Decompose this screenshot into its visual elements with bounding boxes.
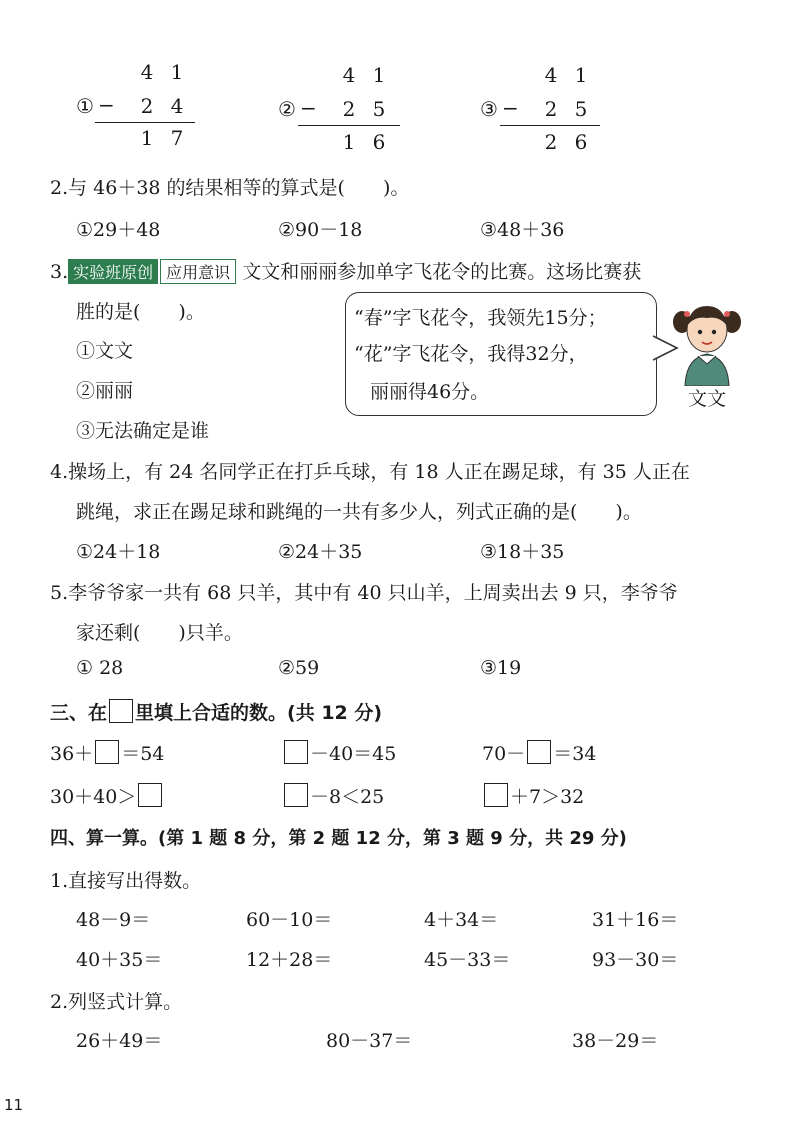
fill-item-post: －40＝45 <box>310 743 397 765</box>
tag-application: 应用意识 <box>160 259 236 284</box>
tag-original: 实验班原创 <box>68 259 158 284</box>
question-3-text-line2: 胜的是( )。 <box>76 301 205 323</box>
vertical-calc-item: 38－29＝ <box>572 1030 659 1052</box>
calc-item: 45－33＝ <box>424 949 511 971</box>
digit: 5 <box>372 97 386 121</box>
fill-item-post: ＝54 <box>121 743 165 765</box>
digit: 4 <box>140 60 154 84</box>
speech-bubble <box>345 292 657 416</box>
section-3-title <box>50 698 382 725</box>
rule-line <box>95 122 195 123</box>
section-3-title-post: 里填上合适的数。(共 12 分) <box>135 702 383 724</box>
bubble-line-3: 丽丽得46分。 <box>370 381 490 403</box>
calc-item: 40＋35＝ <box>76 949 163 971</box>
fill-item-2 <box>282 739 396 766</box>
q3-option-1[interactable]: ①文文 <box>76 340 134 362</box>
question-2-text: 2.与 46＋38 的结果相等的算式是( )。 <box>50 177 410 199</box>
q5-option-1[interactable]: ① 28 <box>76 657 124 679</box>
q2-option-2[interactable]: ②90－18 <box>278 219 363 241</box>
q2-option-1[interactable]: ①29＋48 <box>76 219 161 241</box>
calc-item: 48－9＝ <box>76 909 151 931</box>
q4-option-2[interactable]: ②24＋35 <box>278 541 363 563</box>
fill-item-pre: 36＋ <box>50 743 94 765</box>
calc-item: 31＋16＝ <box>592 909 679 931</box>
rule-line <box>298 125 400 126</box>
fill-item-post: ＋7＞32 <box>510 786 585 808</box>
answer-box[interactable] <box>284 783 308 807</box>
fill-item-4 <box>50 782 164 809</box>
q3-option-2[interactable]: ②丽丽 <box>76 380 134 402</box>
question-4-line1: 4.操场上，有 24 名同学正在打乒乓球，有 18 人正在踢足球，有 35 人正在 <box>50 461 690 483</box>
fill-item-6 <box>482 782 584 809</box>
blank-box <box>109 699 133 723</box>
option-label: ① <box>76 94 94 118</box>
bubble-line-1: “春”字飞花令，我领先15分； <box>354 307 607 329</box>
fill-item-post: －8＜25 <box>310 786 385 808</box>
answer-box[interactable] <box>484 783 508 807</box>
digit: 4 <box>170 94 184 118</box>
digit: 2 <box>140 94 154 118</box>
calc-item: 93－30＝ <box>592 949 679 971</box>
digit: 4 <box>544 63 558 87</box>
q4-option-1[interactable]: ①24＋18 <box>76 541 161 563</box>
section-3-title-pre: 三、在 <box>50 702 108 724</box>
digit: 6 <box>574 130 588 154</box>
minus-sign: − <box>300 96 317 120</box>
fill-item-1 <box>50 739 164 766</box>
vertical-calc-item: 80－37＝ <box>326 1030 413 1052</box>
section-4-sub2: 2.列竖式计算。 <box>50 991 183 1013</box>
speaker-label: 文文 <box>688 388 727 410</box>
calc-item: 60－10＝ <box>246 909 333 931</box>
q5-option-2[interactable]: ②59 <box>278 657 320 679</box>
minus-sign: − <box>98 93 115 117</box>
option-label: ② <box>278 97 296 121</box>
digit: 4 <box>342 63 356 87</box>
digit: 7 <box>170 126 184 150</box>
question-5-line2: 家还剩( )只羊。 <box>76 622 243 644</box>
fill-item-5 <box>282 782 384 809</box>
option-label: ③ <box>480 97 498 121</box>
digit: 2 <box>544 130 558 154</box>
q2-option-3[interactable]: ③48＋36 <box>480 219 565 241</box>
page-number: 11 <box>4 1096 24 1114</box>
answer-box[interactable] <box>284 740 308 764</box>
vertical-calc-item: 26＋49＝ <box>76 1030 163 1052</box>
digit: 1 <box>342 130 356 154</box>
calc-item: 12＋28＝ <box>246 949 333 971</box>
bubble-line-2: “花”字飞花令，我得32分， <box>354 343 588 365</box>
digit: 1 <box>170 60 184 84</box>
digit: 2 <box>342 97 356 121</box>
minus-sign: − <box>502 96 519 120</box>
rule-line <box>500 125 600 126</box>
section-4-title: 四、算一算。(第 1 题 8 分，第 2 题 12 分，第 3 题 9 分，共 29 分) <box>50 828 627 849</box>
question-5-line1: 5.李爷爷家一共有 68 只羊，其中有 40 只山羊，上周卖出去 9 只，李爷爷 <box>50 582 678 604</box>
answer-box[interactable] <box>95 740 119 764</box>
girl-character-icon <box>668 298 746 386</box>
q3-option-3[interactable]: ③无法确定是谁 <box>76 420 210 442</box>
fill-item-post: ＝34 <box>553 743 597 765</box>
answer-box[interactable] <box>138 783 162 807</box>
calc-item: 4＋34＝ <box>424 909 499 931</box>
q5-option-3[interactable]: ③19 <box>480 657 522 679</box>
q4-option-3[interactable]: ③18＋35 <box>480 541 565 563</box>
digit: 5 <box>574 97 588 121</box>
question-number: 3. <box>50 261 69 283</box>
fill-item-3 <box>482 739 596 766</box>
question-4-line2: 跳绳，求正在踢足球和跳绳的一共有多少人，列式正确的是( )。 <box>76 501 642 523</box>
fill-item-pre: 30＋40＞ <box>50 786 137 808</box>
answer-box[interactable] <box>527 740 551 764</box>
question-3-text-line1: 文文和丽丽参加单字飞花令的比赛。这场比赛获 <box>242 261 642 283</box>
question-3-header <box>50 257 641 284</box>
fill-item-pre: 70－ <box>482 743 526 765</box>
digit: 1 <box>372 63 386 87</box>
digit: 1 <box>574 63 588 87</box>
section-4-sub1: 1.直接写出得数。 <box>50 870 202 892</box>
digit: 1 <box>140 126 154 150</box>
digit: 2 <box>544 97 558 121</box>
digit: 6 <box>372 130 386 154</box>
